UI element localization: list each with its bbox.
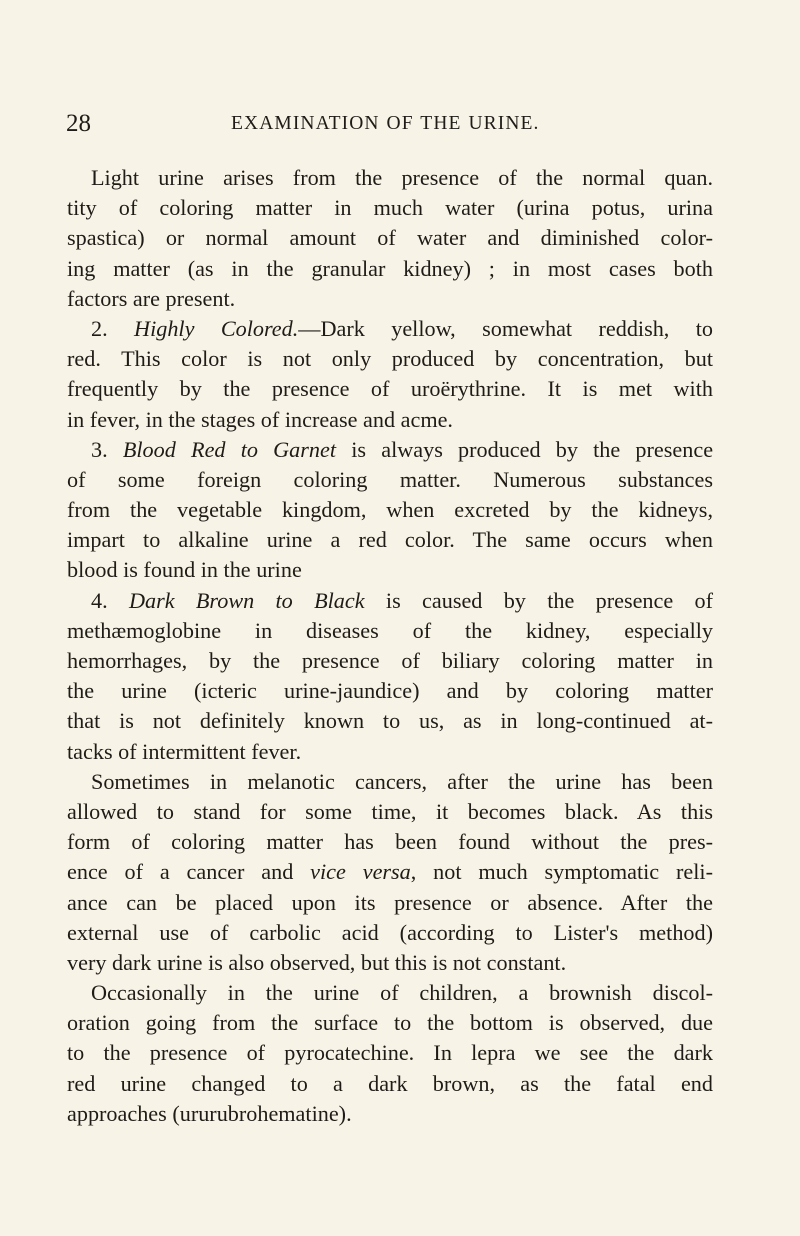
text-line: external use of carbolic acid (according to Lister's method) — [67, 919, 713, 945]
text-line: tity of coloring matter in much water (urina potus, urina — [67, 195, 713, 221]
text-line: red urine changed to a dark brown, as the fatal end — [67, 1070, 713, 1096]
text-line: ance can be placed upon its presence or absence. After the — [67, 889, 713, 915]
body-text — [67, 163, 713, 1129]
text-line: 3. Blood Red to Garnet is always produced by the presence — [91, 436, 714, 462]
text-line: spastica) or normal amount of water and diminished color- — [67, 225, 713, 251]
text-line: impart to alkaline urine a red color. The same occurs when — [67, 527, 713, 553]
italic-term: Blood Red to Garnet — [122, 436, 337, 462]
text-line: from the vegetable kingdom, when excreted by the kidneys, — [67, 497, 713, 523]
text-line: oration going from the surface to the bottom is observed, due — [67, 1010, 713, 1036]
text-line: red. This color is not only produced by concentration, but — [67, 346, 713, 372]
text-line: Sometimes in melanotic cancers, after the urine has been — [91, 768, 713, 794]
item-number: 4. — [91, 587, 108, 613]
text-line: very dark urine is also observed, but this is not constant. — [67, 949, 567, 975]
text-line: Occasionally in the urine of children, a brownish discol- — [91, 980, 713, 1006]
text-line: frequently by the presence of uroërythrine. It is met with — [67, 376, 713, 402]
text-line: the urine (icteric urine-jaundice) and by coloring matter — [67, 678, 713, 704]
text-line: in fever, in the stages of increase and acme. — [67, 406, 453, 432]
running-title: EXAMINATION OF THE URINE. — [231, 113, 540, 134]
italic-term: Dark Brown to Black — [128, 587, 365, 613]
text-line: factors are present. — [67, 285, 236, 311]
text-line: allowed to stand for some time, it becomes black. As this — [67, 798, 713, 824]
text-line: ing matter (as in the granular kidney) ; in most cases both — [67, 255, 713, 281]
text-line: ence of a cancer and vice versa, not much symptomatic reli- — [67, 859, 713, 885]
item-number: 3. — [91, 436, 108, 462]
page-header — [66, 110, 752, 138]
text-line: methæmoglobine in diseases of the kidney, especially — [67, 617, 713, 643]
text-line: that is not definitely known to us, as in long-continued at- — [67, 708, 713, 734]
italic-term: vice versa — [310, 859, 411, 885]
text-line: to the presence of pyrocatechine. In lepra we see the dark — [67, 1040, 713, 1066]
text-line: hemorrhages, by the presence of biliary coloring matter in — [67, 648, 713, 673]
text-line: Light urine arises from the presence of the normal quan. — [91, 165, 713, 190]
text-line: blood is found in the urine — [67, 557, 302, 583]
text-line: 4. Dark Brown to Black is caused by the presence of — [91, 587, 714, 613]
text-line: tacks of intermittent fever. — [67, 738, 302, 764]
page-number: 28 — [66, 110, 91, 137]
text-line: form of coloring matter has been found without the pres- — [67, 829, 713, 855]
text-line: 2. Highly Colored.—Dark yellow, somewhat reddish, to — [91, 315, 714, 341]
item-number: 2. — [91, 315, 108, 341]
italic-term: Highly Colored. — [134, 315, 299, 341]
text-line: approaches (ururubrohematine). — [67, 1100, 352, 1126]
text-line: of some foreign coloring matter. Numerous substances — [67, 466, 713, 492]
